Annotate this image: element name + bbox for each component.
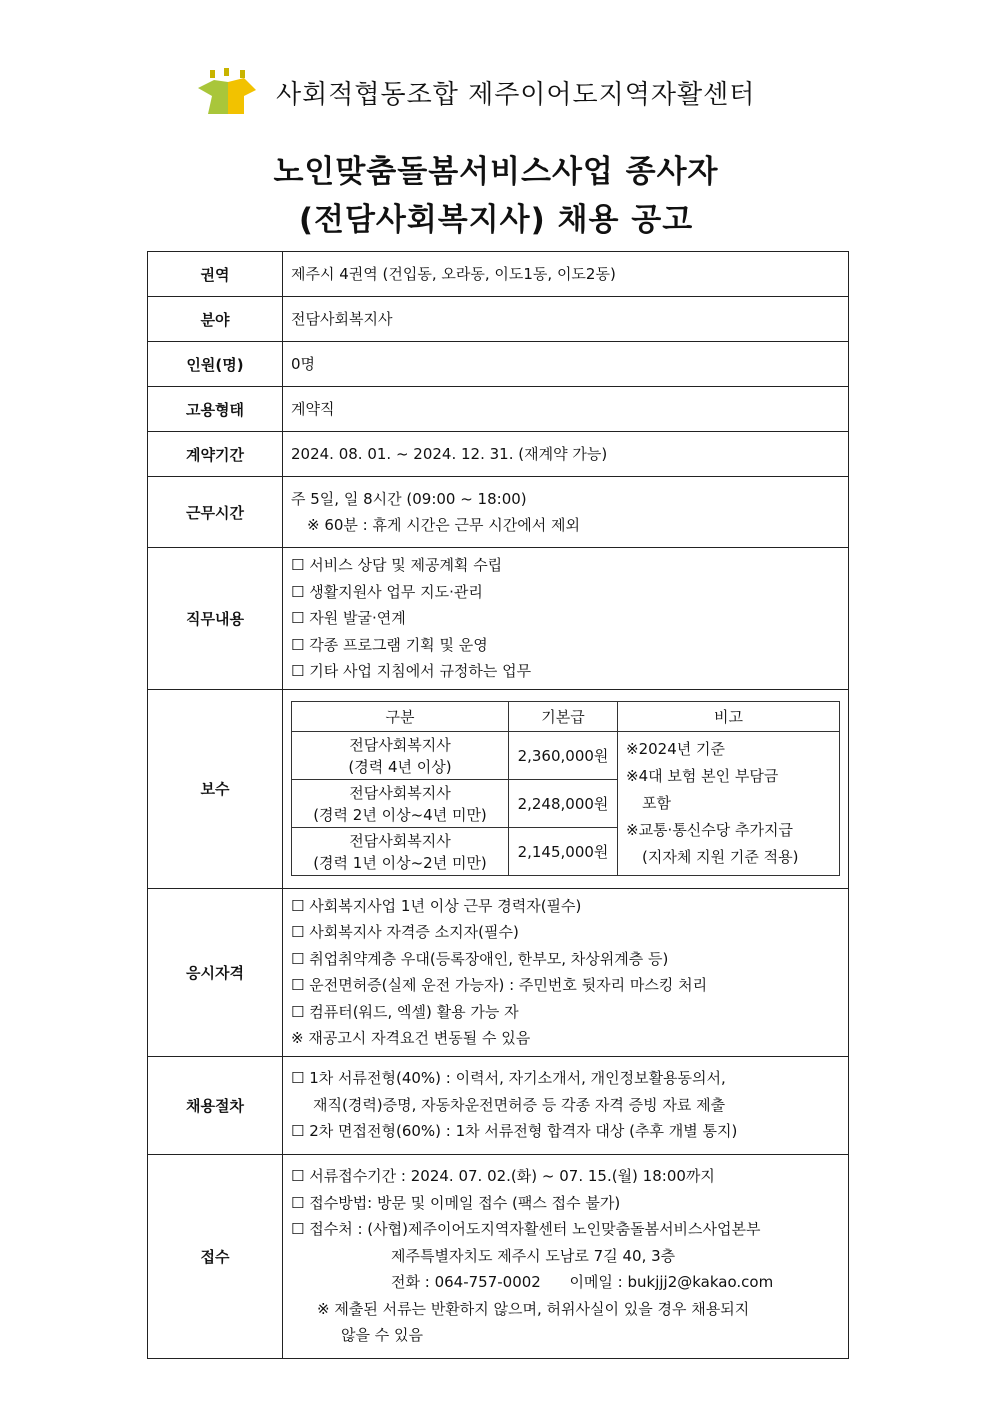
- label-qualification: 응시자격: [148, 888, 283, 1056]
- qualification-item: ☐ 취업취약계층 우대(등록장애인, 한부모, 차상위계층 등): [291, 946, 840, 973]
- row-region: [148, 252, 849, 297]
- pay-header-note: 비고: [618, 702, 840, 732]
- row-field: [148, 297, 849, 342]
- label-duties: 직무내용: [148, 548, 283, 690]
- row-period: [148, 432, 849, 477]
- logo-icon: [194, 66, 260, 118]
- row-qualification: [148, 888, 849, 1056]
- pay-title: 전담사회복지사: [349, 831, 451, 850]
- pay-note: 포함: [642, 794, 671, 812]
- label-hours: 근무시간: [148, 477, 283, 548]
- label-headcount: 인원(명): [148, 342, 283, 387]
- pay-note: ※교통·통신수당 추가지급: [626, 821, 794, 839]
- pay-note: (지자체 지원 기준 적용): [642, 848, 799, 866]
- label-employment: 고용형태: [148, 387, 283, 432]
- label-pay: 보수: [148, 689, 283, 888]
- recruitment-table: [147, 251, 849, 1359]
- value-period: 2024. 08. 01. ~ 2024. 12. 31. (재계약 가능): [283, 432, 849, 477]
- label-region: 권역: [148, 252, 283, 297]
- procedure-step1: ☐ 1차 서류전형(40%) : 이력서, 자기소개서, 개인정보활용동의서,: [291, 1065, 840, 1092]
- header: [194, 66, 755, 118]
- value-employment: 계약직: [283, 387, 849, 432]
- label-procedure: 채용절차: [148, 1056, 283, 1154]
- pay-amount: 2,360,000원: [509, 732, 618, 780]
- duty-item: ☐ 생활지원사 업무 지도·관리: [291, 579, 840, 606]
- pay-header-category: 구분: [292, 702, 509, 732]
- pay-row: [292, 732, 840, 780]
- row-employment: [148, 387, 849, 432]
- submission-contact: 전화 : 064-757-0002 이메일 : bukjjj2@kakao.com: [391, 1273, 774, 1292]
- pay-title: 전담사회복지사: [349, 783, 451, 802]
- submission-note-cont: 않을 수 있음: [341, 1326, 423, 1345]
- pay-cond: (경력 2년 이상~4년 미만): [313, 805, 487, 824]
- org-name: 사회적협동조합 제주이어도지역자활센터: [276, 79, 756, 110]
- pay-header-base: 기본급: [509, 702, 618, 732]
- page-title-line1: 노인맞춤돌봄서비스사업 종사자: [273, 154, 719, 190]
- pay-cond: (경력 1년 이상~2년 미만): [313, 853, 487, 872]
- duty-item: ☐ 기타 사업 지침에서 규정하는 업무: [291, 658, 840, 685]
- duty-item: ☐ 각종 프로그램 기획 및 운영: [291, 632, 840, 659]
- submission-address: 제주특별자치도 제주시 도남로 7길 40, 3층: [391, 1246, 676, 1265]
- label-period: 계약기간: [148, 432, 283, 477]
- duty-item: ☐ 자원 발굴·연계: [291, 605, 840, 632]
- value-field: 전담사회복지사: [283, 297, 849, 342]
- pay-notes: [618, 732, 840, 876]
- pay-table: [291, 701, 840, 876]
- label-field: 분야: [148, 297, 283, 342]
- row-duties: [148, 548, 849, 690]
- pay-note: ※4대 보험 본인 부담금: [626, 767, 779, 785]
- pay-title: 전담사회복지사: [349, 735, 451, 754]
- submission-method: ☐ 접수방법: 방문 및 이메일 접수 (팩스 접수 불가): [291, 1190, 840, 1217]
- value-headcount: 0명: [283, 342, 849, 387]
- pay-cond: (경력 4년 이상): [348, 757, 452, 776]
- submission-period: ☐ 서류접수기간 : 2024. 07. 02.(화) ~ 07. 15.(월) 18:00까지: [291, 1163, 840, 1190]
- row-procedure: [148, 1056, 849, 1154]
- qualification-item: ☐ 컴퓨터(워드, 엑셀) 활용 가능 자: [291, 999, 840, 1026]
- qualification-item: ☐ 운전면허증(실제 운전 가능자) : 주민번호 뒷자리 마스킹 처리: [291, 972, 840, 999]
- page-title-line2: (전담사회복지사) 채용 공고: [298, 202, 694, 238]
- row-headcount: [148, 342, 849, 387]
- pay-note: ※2024년 기준: [626, 740, 725, 758]
- pay-amount: 2,248,000원: [509, 780, 618, 828]
- qualification-item: ☐ 사회복지사업 1년 이상 근무 경력자(필수): [291, 893, 840, 920]
- hours-note: ※ 60분 : 휴게 시간은 근무 시간에서 제외: [307, 516, 580, 534]
- qualification-item: ☐ 사회복지사 자격증 소지자(필수): [291, 919, 840, 946]
- row-pay: [148, 689, 849, 888]
- hours-main: 주 5일, 일 8시간 (09:00 ~ 18:00): [291, 489, 527, 508]
- label-submission: 접수: [148, 1154, 283, 1358]
- pay-amount: 2,145,000원: [509, 828, 618, 876]
- value-region: 제주시 4권역 (건입동, 오라동, 이도1동, 이도2동): [283, 252, 849, 297]
- submission-note: ※ 제출된 서류는 반환하지 않으며, 허위사실이 있을 경우 채용되지: [317, 1299, 750, 1318]
- submission-place: ☐ 접수처 : (사협)제주이어도지역자활센터 노인맞춤돌봄서비스사업본부: [291, 1216, 840, 1243]
- duty-item: ☐ 서비스 상담 및 제공계획 수립: [291, 552, 840, 579]
- row-hours: [148, 477, 849, 548]
- qualification-note: ※ 재공고시 자격요건 변동될 수 있음: [291, 1029, 531, 1047]
- procedure-step2: ☐ 2차 면접전형(60%) : 1차 서류전형 합격자 대상 (추후 개별 통지): [291, 1118, 840, 1145]
- procedure-step1-detail: 재직(경력)증명, 자동차운전면허증 등 각종 자격 증빙 자료 제출: [313, 1095, 726, 1114]
- row-submission: [148, 1154, 849, 1358]
